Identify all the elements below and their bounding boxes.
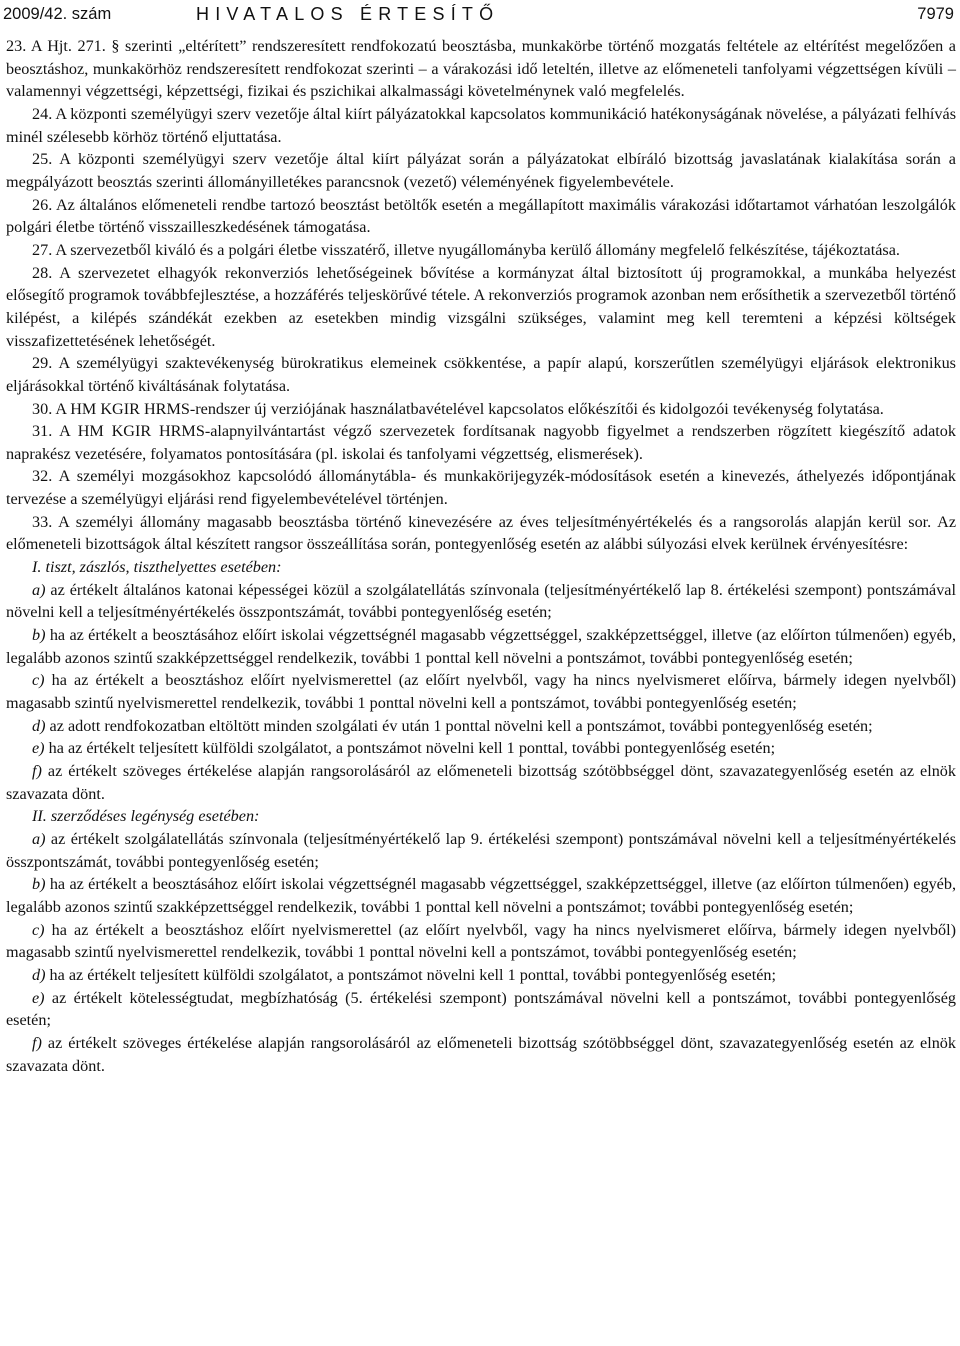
paragraph-25: 25. A központi személyügyi szerv vezetője által kiírt pályázat során a pályázatokat elbíráló bizottság javaslatának kialakítása során a megpályázott beosztás szerinti állományilletékes parancsnok (vezető) véleményének figyelembevétele. bbox=[6, 150, 956, 191]
paragraph-24: 24. A központi személyügyi szerv vezetője által kiírt pályázatokkal kapcsolatos kommunikáció hatékonyságának növelése, a pályázati felhívás minél szélesebb körhöz történő eljuttatása. bbox=[6, 104, 956, 146]
publication-title: HIVATALOS ÉRTESÍTŐ bbox=[196, 4, 500, 24]
item-text: az adott rendfokozatban eltöltött minden szolgálati év után 1 ponttal növelni kell a pontszámot, további pontegyenlőség esetén; bbox=[45, 716, 873, 735]
list-item-enlisted-f bbox=[6, 1032, 956, 1077]
item-text: ha az értékelt a beosztásához előírt iskolai végzettségnél magasabb végzettséggel, szakképzettséggel, illetve (az előírton túlmenően) egyéb, legalább azonos szintű szakképzettséggel rendelkezik, további 1 ponttal kell növelni a pontszámot; további pontegyenlőség esetén; bbox=[6, 875, 956, 916]
list-item-enlisted-c bbox=[6, 919, 956, 964]
item-label: d) bbox=[32, 716, 46, 735]
list-item-officers-f bbox=[6, 760, 956, 805]
page-number: 7979 bbox=[917, 5, 954, 23]
list-item-enlisted-d bbox=[6, 964, 956, 987]
issue-number: 2009/42. szám bbox=[3, 5, 112, 23]
item-text: ha az értékelt teljesített külföldi szolgálatot, a pontszámot növelni kell 1 ponttal, további pontegyenlőség esetén; bbox=[45, 965, 776, 984]
paragraph-33: 33. A személyi állomány magasabb beosztásba történő kinevezésére az éves teljesítményértékelés és a rangsorolás alapján kerül sor. Az előmeneteli bizottságok által készített rangsor összeállítása során, pontegyenlőség esetén az alábbi súlyozási elvek kerülnek érvényesítésre: bbox=[6, 512, 956, 554]
item-label: f) bbox=[32, 762, 42, 780]
item-text: az értékelt szöveges értékelése alapján rangsorolásáról az előmeneteli bizottság szótöbbséggel dönt, szavazategyenlőség esetén az elnök szavazata dönt. bbox=[6, 1033, 956, 1075]
paragraph-26: 26. Az általános előmeneteli rendbe tartozó beosztást betöltők esetén a megállapított maximális várakozási időtartamot várhatóan leszolgálók polgári életbe történő visszailleszkedésének támogatása. bbox=[6, 195, 956, 237]
item-text: az értékelt szolgálatellátás színvonala (teljesítményértékelő lap 9. értékelési szempont) pontszámával növelni kell a teljesítményértékelés összpontszámát, további pontegyenlőség esetén; bbox=[6, 829, 956, 871]
item-label: a) bbox=[32, 829, 46, 848]
list-item-officers-a bbox=[6, 579, 956, 624]
paragraph-31: 31. A HM KGIR HRMS-alapnyilvántartást végző szervezetek fordítsanak nagyobb figyelmet a rendszerben rögzített kiegészítő adatok naprakész vezetésére, folyamatos pontosítására (pl. iskolai és tanfolyami végzettség, elismerések). bbox=[6, 422, 956, 463]
item-label: c) bbox=[32, 920, 45, 939]
list-item-enlisted-b bbox=[6, 873, 956, 918]
list-item-officers-b bbox=[6, 624, 956, 669]
item-label: e) bbox=[32, 988, 45, 1007]
item-text: ha az értékelt a beosztáshoz előírt nyelvismerettel (az előírt nyelvből, vagy ha nincs nyelvismeret előírva, bármely idegen nyelvből) magasabb szintű nyelvismerettel rendelkezik, további 1 ponttal növelni kell a pontszámot, további pontegyenlőség esetén; bbox=[6, 671, 956, 713]
section-heading-contract-enlisted: II. szerződéses legénység esetében: bbox=[32, 807, 260, 826]
list-item-officers-d bbox=[6, 715, 956, 738]
item-text: az értékelt szöveges értékelése alapján rangsorolásáról az előmeneteli bizottság szótöbbséggel dönt, szavazategyenlőség esetén az elnök szavazata dönt. bbox=[6, 762, 956, 803]
item-text: ha az értékelt a beosztásához előírt iskolai végzettségnél magasabb végzettséggel, szakképzettséggel, illetve (az előírton túlmenően) egyéb, legalább azonos szintű szakképzettséggel rendelkezik, további 1 ponttal kell növelni a pontszámot, további pontegyenlőség esetén; bbox=[6, 626, 956, 667]
list-item-officers-c bbox=[6, 669, 956, 714]
list-item-officers-e bbox=[6, 737, 956, 760]
item-text: az értékelt kötelességtudat, megbízhatóság (5. értékelési szempont) pontszámával növelni kell a pontszámot, további pontegyenlőség esetén; bbox=[6, 988, 956, 1030]
item-label: b) bbox=[32, 626, 46, 645]
paragraph-27: 27. A szervezetből kiváló és a polgári életbe visszatérő, illetve nyugállományba kerülő állomány megfelelő felkészítése, tájékoztatása. bbox=[32, 240, 900, 259]
page-header bbox=[0, 3, 958, 33]
item-label: c) bbox=[32, 671, 45, 690]
paragraph-29: 29. A személyügyi szaktevékenység bürokratikus elemeinek csökkentése, a papír alapú, korszerűtlen személyügyi eljárások elektronikus eljárásokkal történő kiváltásának folytatása. bbox=[6, 354, 956, 395]
paragraph-28: 28. A szervezetet elhagyók rekonverziós lehetőségeinek bővítése a kormányzat által biztosított új programokkal, a munkába helyezést elősegítő programok továbbfejlesztése, a hozzáférés teljeskörűvé tétele. A rekonverziós programok azonban nem erősíthetik a szervezetből történő kilépést, a kilépés szándékát ezekben az esetekben mindig vizsgálni szükséges, valamint meg kell teremteni a képzési költségek visszafizettetésének lehetőségét. bbox=[6, 263, 956, 350]
document-body bbox=[6, 35, 956, 1077]
item-label: b) bbox=[32, 875, 46, 894]
item-text: az értékelt általános katonai képességei közül a szolgálatellátás színvonala (teljesítményértékelő lap 8. értékelési szempont) pontszámával növelni kell a teljesítményértékelés összpontszámát, további pontegyenlőség esetén; bbox=[6, 580, 956, 622]
paragraph-23: 23. A Hjt. 271. § szerinti „eltérített” rendszeresített rendfokozatú beosztásba, munkakörbe történő mozgatás feltétele az eltérítést megelőzően a beosztáshoz, munkakörhöz rendszeresített rendfokozat szerinti – a várakozási idő leteltén, illetve az előmeneteli tanfolyami végzettségen kívüli – valamennyi végzettségi, képzettségi, fizikai és pszichikai alkalmassági követelménynek való megfelelés. bbox=[6, 37, 956, 101]
item-text: ha az értékelt a beosztáshoz előírt nyelvismerettel (az előírt nyelvből, vagy ha nincs nyelvismeret előírva, bármely idegen nyelvből) magasabb szintű nyelvismerettel rendelkezik, további 1 ponttal növelni kell a pontszámot, további pontegyenlőség esetén; bbox=[6, 920, 956, 962]
item-text: ha az értékelt teljesített külföldi szolgálatot, a pontszámot növelni kell 1 ponttal, további pontegyenlőség esetén; bbox=[44, 739, 776, 758]
list-item-enlisted-a bbox=[6, 828, 956, 873]
item-label: a) bbox=[32, 580, 46, 599]
list-item-enlisted-e bbox=[6, 987, 956, 1032]
item-label: e) bbox=[32, 739, 45, 758]
paragraph-32: 32. A személyi mozgásokhoz kapcsolódó állománytábla- és munkakörijegyzék-módosítások esetén a kinevezés, áthelyezés időpontjának tervezése a személyügyi eljárási rend figyelembevételével történjen. bbox=[6, 467, 956, 509]
item-label: d) bbox=[32, 965, 46, 984]
item-label: f) bbox=[32, 1033, 42, 1052]
section-heading-officers: I. tiszt, zászlós, tiszthelyettes esetében: bbox=[32, 558, 282, 577]
paragraph-30: 30. A HM KGIR HRMS-rendszer új verziójának használatbavételével kapcsolatos előkészítői és kidolgozói tevékenység folytatása. bbox=[32, 399, 884, 418]
